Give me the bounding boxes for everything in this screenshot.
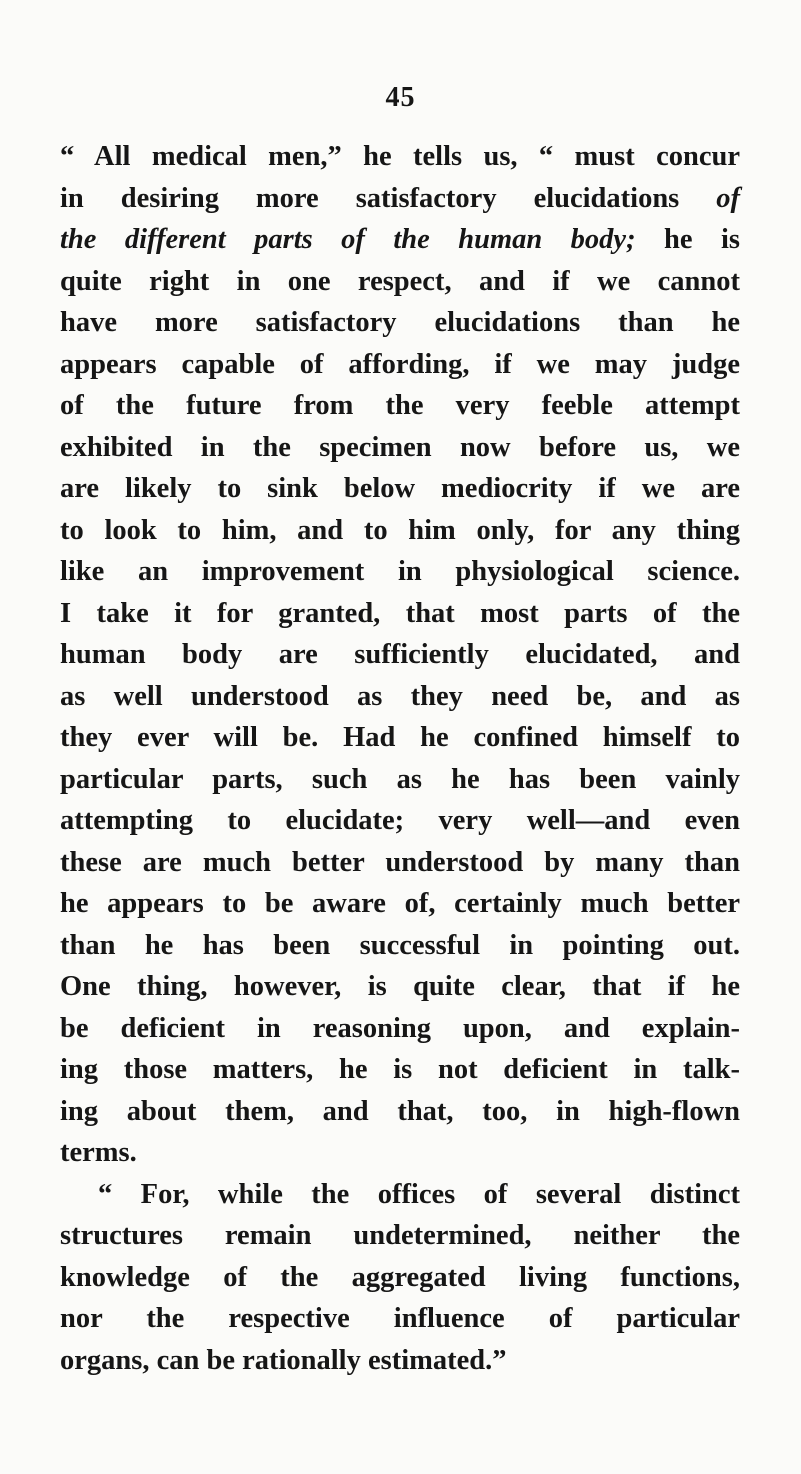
text-line: “ For, while the offices of several distinct xyxy=(98,1178,740,1210)
text-line: they ever will be. Had he confined himself to xyxy=(60,722,740,753)
text-line xyxy=(60,219,740,261)
text-line: are likely to sink below mediocrity if we are xyxy=(60,473,740,504)
text-line: these are much better understood by many than xyxy=(60,846,740,878)
text-line: ing about them, and that, too, in high-flown xyxy=(60,1095,740,1127)
text-line: particular parts, such as he has been vainly xyxy=(60,763,740,795)
text-line: exhibited in the specimen now before us, we xyxy=(60,431,740,463)
italic-text: the different parts of the human body; xyxy=(60,224,636,255)
text-line: quite right in one respect, and if we cannot xyxy=(60,265,740,297)
text-line: to look to him, and to him only, for any thing xyxy=(60,514,740,546)
text-line: like an improvement in physiological science. xyxy=(60,556,740,587)
text-line: nor the respective influence of particular xyxy=(60,1303,740,1334)
italic-text: of xyxy=(716,182,741,214)
text-line: “ All medical men,” he tells us, “ must concur xyxy=(60,141,740,172)
text-line: of the future from the very feeble attempt xyxy=(60,390,740,421)
text-line: ing those matters, he is not deficient in talk- xyxy=(60,1054,740,1085)
text-line: than he has been successful in pointing out. xyxy=(60,929,740,961)
text-line: attempting to elucidate; very well—and even xyxy=(60,805,740,836)
text-line: structures remain undetermined, neither the xyxy=(60,1220,740,1251)
text-line: One thing, however, is quite clear, that if he xyxy=(60,971,740,1002)
text-line: as well understood as they need be, and as xyxy=(60,680,740,712)
text-line: have more satisfactory elucidations than he xyxy=(60,307,740,338)
text-line: I take it for granted, that most parts of the xyxy=(60,597,740,629)
text-line: be deficient in reasoning upon, and explain- xyxy=(60,1012,740,1044)
text-line: organs, can be rationally estimated.” xyxy=(60,1344,507,1376)
text-line: appears capable of affording, if we may judge xyxy=(60,348,740,380)
text-line: he appears to be aware of, certainly much better xyxy=(60,888,740,919)
text-line: human body are sufficiently elucidated, and xyxy=(60,639,740,670)
body-text xyxy=(60,136,740,1381)
text-line-part: in desiring more satisfactory elucidations xyxy=(60,182,680,214)
page-number: 45 xyxy=(385,82,416,113)
text-line-part: he is xyxy=(664,224,740,255)
text-line: knowledge of the aggregated living functions, xyxy=(60,1261,740,1293)
text-line xyxy=(60,178,740,220)
text-line: terms. xyxy=(60,1137,137,1168)
